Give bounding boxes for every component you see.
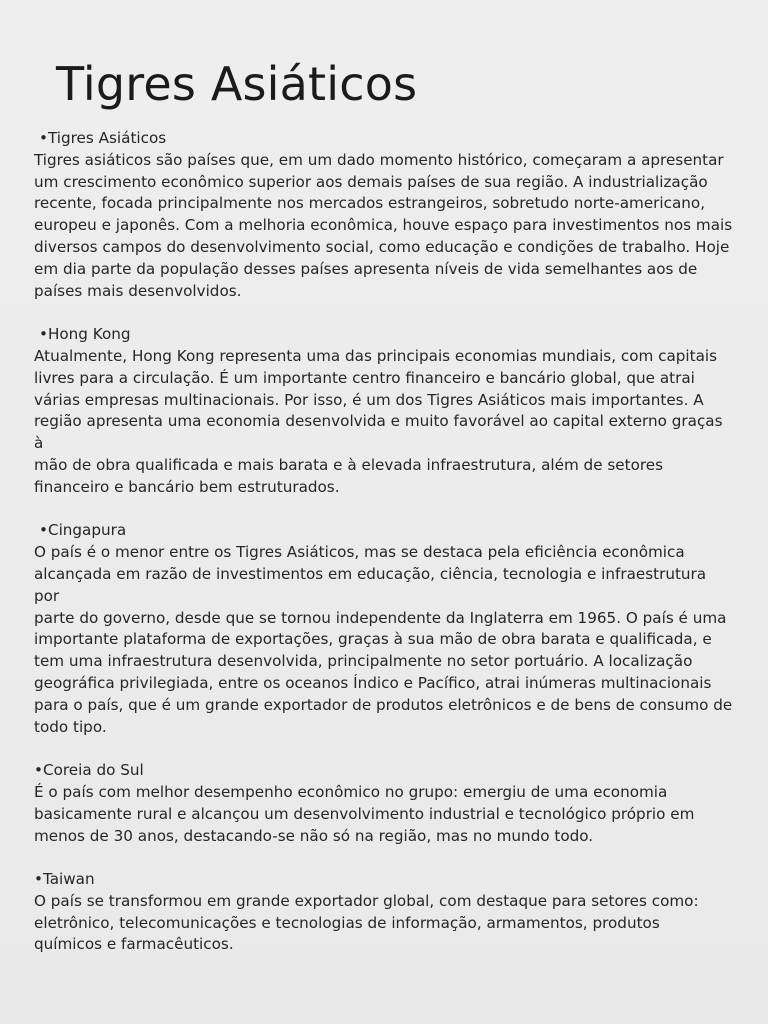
section-heading-cingapura: •Cingapura	[39, 521, 127, 540]
section-body-hong-kong: Atualmente, Hong Kong representa uma das principais economias mundiais, com capitais livres para a circulação. É um importante centro financeiro e bancário global, que atrai várias empresas multinacionais. Por isso, é um dos Tigres Asiáticos mais importantes. A região apresenta uma economia desenvolvida e muito favorável ao capital externo graças à mão de obra qualificada e mais barata e à elevada infraestrutura, além de setores financeiro e bancário bem estruturados.	[34, 346, 723, 496]
section-hong-kong	[34, 324, 734, 498]
page-title: Tigres Asiáticos	[56, 57, 418, 111]
section-tigres-asiaticos	[34, 128, 734, 302]
section-coreia-do-sul	[34, 760, 734, 847]
section-body-tigres-asiaticos: Tigres asiáticos são países que, em um dado momento histórico, começaram a apresentar um crescimento econômico superior aos demais países de sua região. A industrialização recente, focada principalmente nos mercados estrangeiros, sobretudo norte-americano, europeu e japonês. Com a melhoria econômica, houve espaço para investimentos nos mais diversos campos do desenvolvimento social, como educação e condições de trabalho. Hoje em dia parte da população desses países apresenta níveis de vida semelhantes aos de países mais desenvolvidos.	[34, 150, 733, 300]
section-body-taiwan: O país se transformou em grande exportador global, com destaque para setores como: eletrônico, telecomunicações e tecnologias de informação, armamentos, produtos químicos e farmacêuticos.	[34, 891, 699, 954]
section-cingapura	[34, 520, 734, 738]
section-heading-hong-kong: •Hong Kong	[39, 325, 131, 344]
section-body-coreia-do-sul: É o país com melhor desempenho econômico no grupo: emergiu de uma economia basicamente rural e alcançou um desenvolvimento industrial e tecnológico próprio em menos de 30 anos, destacando-se não só na região, mas no mundo todo.	[34, 782, 695, 845]
section-body-cingapura: O país é o menor entre os Tigres Asiáticos, mas se destaca pela eficiência econômica alcançada em razão de investimentos em educação, ciência, tecnologia e infraestrutura por parte do governo, desde que se tornou independente da Inglaterra em 1965. O país é uma importante plataforma de exportações, graças à sua mão de obra barata e qualificada, e tem uma infraestrutura desenvolvida, principalmente no setor portuário. A localização geográfica privilegiada, entre os oceanos Índico e Pacífico, atrai inúmeras multinacionais para o país, que é um grande exportador de produtos eletrônicos e de bens de consumo de todo tipo.	[34, 543, 733, 736]
section-heading-tigres-asiaticos: •Tigres Asiáticos	[39, 129, 167, 147]
section-heading-taiwan: •Taiwan	[34, 870, 95, 889]
section-taiwan	[34, 869, 734, 956]
document-content	[34, 128, 734, 978]
section-heading-coreia-do-sul: •Coreia do Sul	[34, 761, 144, 780]
